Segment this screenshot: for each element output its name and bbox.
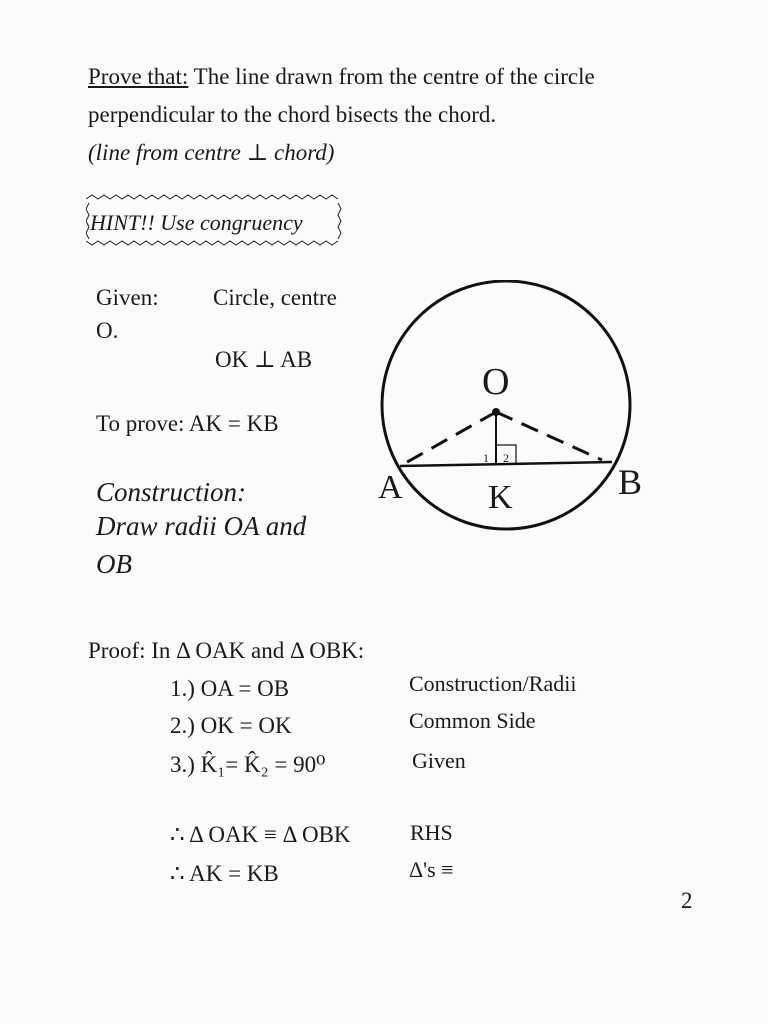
proof-row-number: 1.) xyxy=(170,676,195,701)
proof-row-reason: Common Side xyxy=(409,708,536,733)
page-number: 2 xyxy=(681,888,693,913)
proof-row-statement: OA = OB xyxy=(200,676,290,701)
prove-that-label: Prove that: xyxy=(88,64,189,89)
proof-header: Proof: In Δ OAK and Δ OBK: xyxy=(88,638,365,663)
given-line-2: O. xyxy=(96,318,119,343)
angle-label-2: 2 xyxy=(503,451,509,465)
construction-title: Construction: xyxy=(96,477,247,507)
proof-row-statement: K̂₁= K̂₂ = 90⁰ xyxy=(200,752,326,777)
centre-point xyxy=(492,408,500,416)
construction-line-1: Draw radii OA and xyxy=(96,511,307,541)
statement-line-2: perpendicular to the chord bisects the chord. xyxy=(88,102,497,127)
conclusion-statement: ∴ Δ OAK ≡ Δ OBK xyxy=(170,822,351,847)
conclusion-reason: Δ's ≡ xyxy=(409,857,454,882)
to-prove: To prove: AK = KB xyxy=(96,411,279,436)
proof-row-number: 2.) xyxy=(170,713,195,738)
statement-line-3: (line from centre ⊥ chord) xyxy=(88,140,335,165)
proof-row-reason: Given xyxy=(412,748,466,773)
radius-oa xyxy=(400,412,496,466)
angle-label-1: 1 xyxy=(483,451,489,465)
hint-text: HINT!! Use congruency xyxy=(90,210,303,235)
label-b: B xyxy=(618,462,643,502)
given-line-1: Circle, centre xyxy=(213,285,337,310)
construction-line-2: OB xyxy=(96,549,132,579)
proof-row-number: 3.) xyxy=(170,752,195,777)
proof-row xyxy=(170,713,292,739)
proof-row xyxy=(170,752,325,778)
given-line-3: OK ⊥ AB xyxy=(215,347,313,372)
conclusion-statement: ∴ AK = KB xyxy=(170,861,279,886)
proof-row xyxy=(170,676,289,702)
conclusion-reason: RHS xyxy=(410,820,453,845)
label-a: A xyxy=(378,469,403,506)
statement-text-1: The line drawn from the centre of the circle xyxy=(193,64,595,89)
radius-ob xyxy=(496,412,602,460)
label-k: K xyxy=(488,479,513,516)
circle-figure xyxy=(370,280,670,550)
proof-row-reason: Construction/Radii xyxy=(409,671,577,696)
given-label: Given: xyxy=(96,285,159,310)
statement-line-1 xyxy=(88,64,595,90)
label-o: O xyxy=(482,361,510,403)
proof-row-statement: OK = OK xyxy=(200,713,292,738)
